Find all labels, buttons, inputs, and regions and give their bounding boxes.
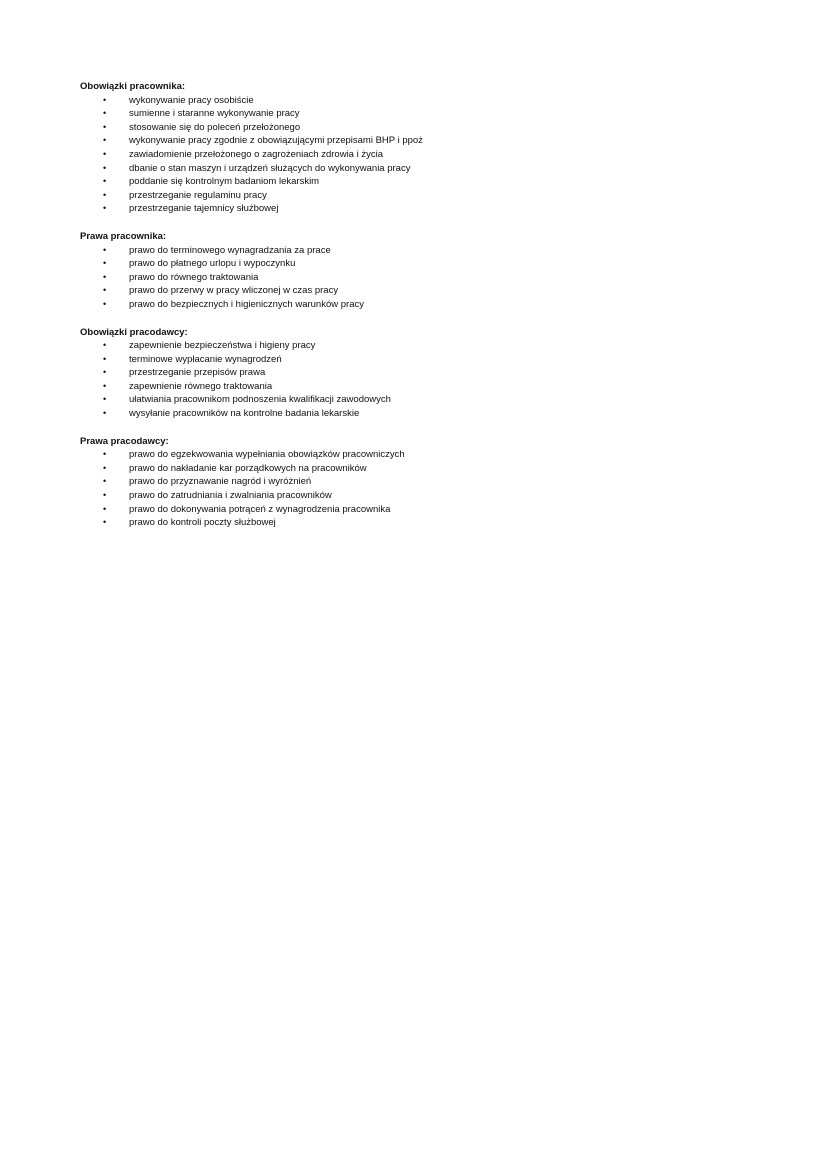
list-item-text: ułatwiania pracownikom podnoszenia kwalifikacji zawodowych [129, 394, 391, 406]
list-item-text: prawo do kontroli poczty służbowej [129, 517, 276, 529]
bullet-list [80, 448, 780, 530]
bullet-icon: • [103, 367, 107, 378]
bullet-icon: • [103, 340, 107, 351]
bullet-icon: • [103, 298, 107, 309]
list-item-text: prawo do dokonywania potrąceń z wynagrodzenia pracownika [129, 503, 391, 515]
list-item-text: zapewnienie równego traktowania [129, 380, 273, 392]
bullet-list [80, 94, 780, 216]
bullet-icon: • [103, 449, 107, 460]
list-item-text: prawo do bezpiecznych i higienicznych warunków pracy [129, 298, 364, 310]
list-item-text: przestrzeganie przepisów prawa [129, 367, 266, 379]
list-item [80, 121, 780, 135]
list-item-text: prawo do przyznawanie nagród i wyróżnień [129, 476, 312, 488]
list-item-text: wykonywanie pracy zgodnie z obowiązującymi przepisami BHP i ppoż [129, 135, 423, 147]
bullet-icon: • [103, 121, 107, 132]
list-item-text: prawo do zatrudniania i zwalniania pracowników [129, 490, 332, 502]
list-item [80, 366, 780, 380]
bullet-icon: • [103, 94, 107, 105]
list-item-text: prawo do przerwy w pracy wliczonej w czas pracy [129, 285, 339, 297]
list-item [80, 244, 780, 258]
list-item [80, 271, 780, 285]
list-item [80, 94, 780, 108]
bullet-icon: • [103, 135, 107, 146]
list-item-text: dbanie o stan maszyn i urządzeń służących do wykonywania pracy [129, 162, 411, 174]
list-item-text: prawo do egzekwowania wypełniania obowiązków pracowniczych [129, 449, 405, 461]
list-item [80, 257, 780, 271]
section-employer-rights [80, 435, 780, 530]
list-item [80, 448, 780, 462]
section-title: Obowiązki pracownika: [80, 81, 186, 92]
section-employee-rights [80, 230, 780, 312]
list-item [80, 393, 780, 407]
bullet-icon: • [103, 189, 107, 200]
bullet-list [80, 339, 780, 421]
section-employee-duties [80, 80, 780, 216]
bullet-icon: • [103, 108, 107, 119]
list-item-text: wysyłanie pracowników na kontrolne badania lekarskie [129, 408, 360, 420]
bullet-icon: • [103, 476, 107, 487]
list-item [80, 339, 780, 353]
bullet-icon: • [103, 517, 107, 528]
section-employer-duties [80, 326, 780, 421]
list-item [80, 175, 780, 189]
document-page [80, 80, 780, 544]
list-item-text: terminowe wypłacanie wynagrodzeń [129, 353, 282, 365]
list-item-text: stosowanie się do poleceń przełożonego [129, 121, 301, 133]
list-item-text: poddanie się kontrolnym badaniom lekarskim [129, 176, 320, 188]
list-item [80, 134, 780, 148]
bullet-icon: • [103, 380, 107, 391]
bullet-icon: • [103, 353, 107, 364]
list-item [80, 202, 780, 216]
list-item-text: zapewnienie bezpieczeństwa i higieny pracy [129, 340, 316, 352]
bullet-icon: • [103, 162, 107, 173]
bullet-icon: • [103, 271, 107, 282]
list-item [80, 107, 780, 121]
bullet-list [80, 244, 780, 312]
bullet-icon: • [103, 394, 107, 405]
section-title: Prawa pracownika: [80, 230, 167, 242]
bullet-icon: • [103, 176, 107, 187]
list-item [80, 353, 780, 367]
bullet-icon: • [103, 490, 107, 501]
list-item-text: prawo do terminowego wynagradzania za prace [129, 244, 331, 256]
list-item [80, 516, 780, 530]
list-item [80, 189, 780, 203]
list-item-text: przestrzeganie tajemnicy służbowej [129, 203, 279, 215]
bullet-icon: • [103, 203, 107, 214]
list-item-text: sumienne i staranne wykonywanie pracy [129, 108, 300, 120]
list-item-text: prawo do równego traktowania [129, 271, 259, 283]
list-item [80, 162, 780, 176]
section-title: Prawa pracodawcy: [80, 435, 169, 447]
bullet-icon: • [103, 462, 107, 473]
bullet-icon: • [103, 285, 107, 296]
list-item [80, 489, 780, 503]
bullet-icon: • [103, 503, 107, 514]
list-item [80, 284, 780, 298]
list-item-text: prawo do płatnego urlopu i wypoczynku [129, 258, 296, 270]
list-item-text: wykonywanie pracy osobiście [129, 94, 254, 106]
list-item [80, 462, 780, 476]
bullet-icon: • [103, 258, 107, 269]
bullet-icon: • [103, 148, 107, 159]
section-title: Obowiązki pracodawcy: [80, 326, 188, 338]
list-item-text: zawiadomienie przełożonego o zagrożeniach zdrowia i życia [129, 148, 383, 160]
list-item-text: przestrzeganie regulaminu pracy [129, 189, 267, 201]
list-item [80, 380, 780, 394]
bullet-icon: • [103, 244, 107, 255]
list-item [80, 407, 780, 421]
list-item [80, 298, 780, 312]
list-item-text: prawo do nakładanie kar porządkowych na pracowników [129, 462, 367, 474]
bullet-icon: • [103, 408, 107, 419]
list-item [80, 475, 780, 489]
list-item [80, 503, 780, 517]
list-item [80, 148, 780, 162]
